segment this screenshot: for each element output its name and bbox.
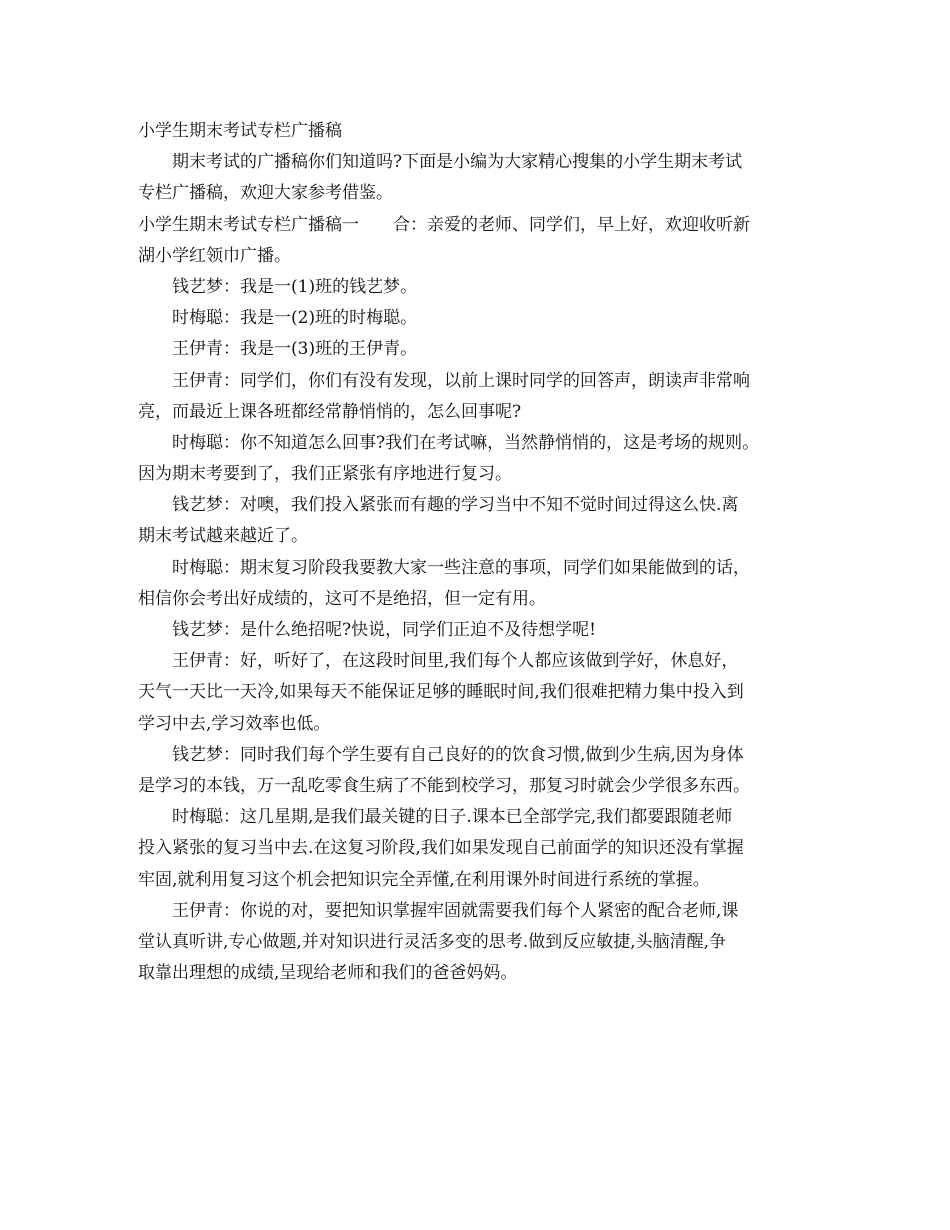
section-opening-text: 合：亲爱的老师、同学们，早上好，欢迎收听新 [393, 214, 750, 235]
dialogue-line: 因为期末考要到了，我们正紧张有序地进行复习。 [138, 464, 512, 485]
dialogue-line: 相信你会考出好成绩的，这可不是绝招，但一定有用。 [138, 588, 546, 609]
dialogue-line: 时梅聪：期末复习阶段我要教大家一些注意的事项，同学们如果能做到的话， [172, 557, 750, 578]
dialogue-line: 王伊青：好，听好了，在这段时间里,我们每个人都应该做到学好，休息好， [172, 651, 739, 672]
dialogue-line: 王伊青：我是一(3)班的王伊青。 [172, 339, 418, 360]
paragraph-line: 湖小学红领巾广播。 [138, 245, 291, 266]
dialogue-line: 学习中去,学习效率也低。 [138, 713, 331, 734]
dialogue-line: 时梅聪：我是一(2)班的时梅聪。 [172, 308, 418, 329]
dialogue-line: 天气一天比一天冷,如果每天不能保证足够的睡眠时间,我们很难把精力集中投入到 [138, 682, 744, 703]
dialogue-line: 时梅聪：这几星期,是我们最关键的日子.课本已全部学完,我们都要跟随老师 [172, 807, 733, 828]
paragraph-line: 专栏广播稿，欢迎大家参考借鉴。 [138, 183, 393, 204]
document-title: 小学生期末考试专栏广播稿 [138, 121, 342, 141]
dialogue-line: 堂认真听讲,专心做题,并对知识进行灵活多变的思考.做到反应敏捷,头脑清醒,争 [138, 931, 727, 952]
dialogue-line: 时梅聪：你不知道怎么回事?我们在考试嘛，当然静悄悄的，这是考场的规则。 [172, 432, 760, 453]
dialogue-line: 王伊青：同学们，你们有没有发现，以前上课时同学的回答声，朗读声非常响 [172, 370, 750, 391]
dialogue-line: 取靠出理想的成绩,呈现给老师和我们的爸爸妈妈。 [138, 963, 518, 984]
section-heading-line [138, 210, 818, 241]
dialogue-line: 钱艺梦：同时我们每个学生要有自己良好的的饮食习惯,做到少生病,因为身体 [172, 744, 744, 765]
dialogue-line: 钱艺梦：我是一(1)班的钱艺梦。 [172, 276, 418, 297]
dialogue-line: 牢固,就利用复习这个机会把知识完全弄懂,在利用课外时间进行系统的掌握。 [138, 869, 710, 890]
dialogue-line: 钱艺梦：对噢，我们投入紧张而有趣的学习当中不知不觉时间过得这么快.离 [172, 495, 739, 516]
dialogue-line: 投入紧张的复习当中去.在这复习阶段,我们如果发现自己前面学的知识还没有掌握 [138, 838, 744, 859]
dialogue-line: 钱艺梦：是什么绝招呢?快说，同学们正迫不及待想学呢! [172, 620, 596, 640]
dialogue-line: 期末考试越来越近了。 [138, 526, 308, 547]
paragraph-line: 期末考试的广播稿你们知道吗?下面是小编为大家精心搜集的小学生期末考试 [172, 152, 743, 173]
dialogue-line: 王伊青：你说的对，要把知识掌握牢固就需要我们每个人紧密的配合老师,课 [172, 900, 739, 921]
dialogue-line: 是学习的本钱，万一乱吃零食生病了不能到校学习，那复习时就会少学很多东西。 [138, 775, 750, 796]
dialogue-line: 亮，而最近上课各班都经常静悄悄的，怎么回事呢? [138, 401, 522, 422]
section-heading: 小学生期末考试专栏广播稿一 [138, 214, 359, 235]
document-body [138, 116, 818, 989]
